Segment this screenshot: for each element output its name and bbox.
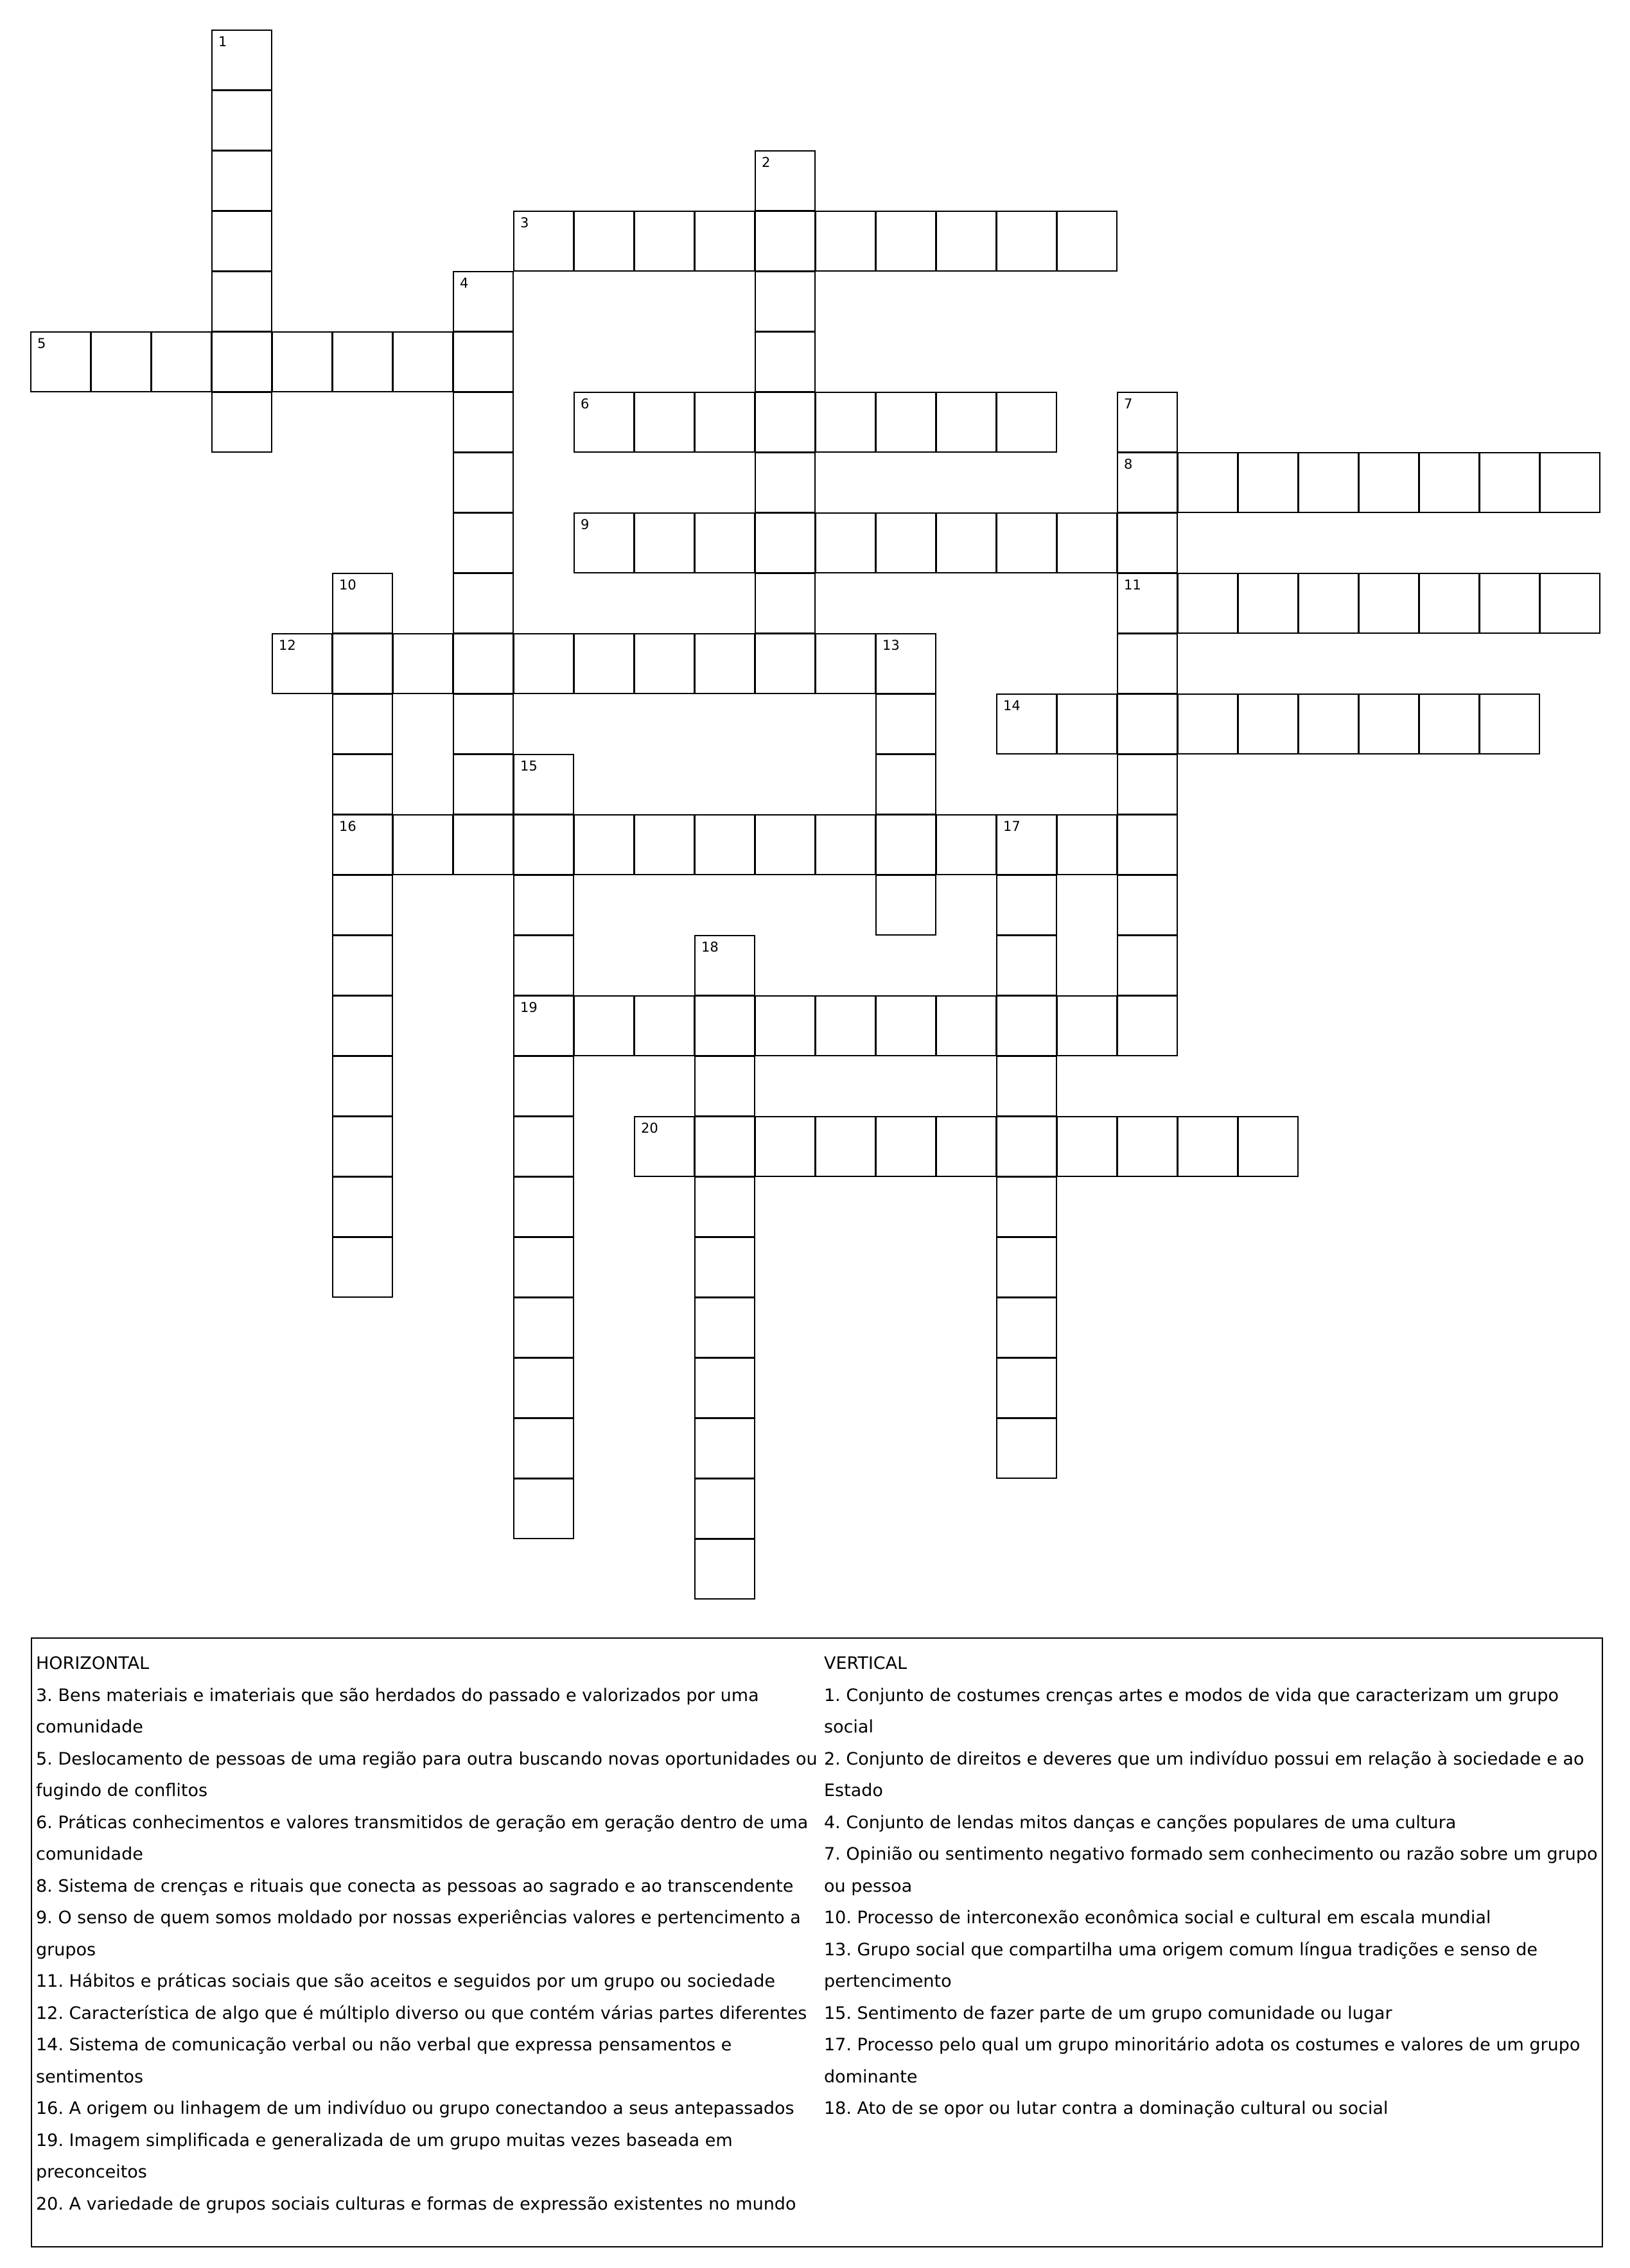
- grid-cell[interactable]: [1117, 512, 1178, 573]
- clue-down-1: 1. Conjunto de costumes crenças artes e modos de vida que caracterizam um grupo social: [824, 1685, 1559, 1737]
- grid-cell[interactable]: [574, 814, 635, 875]
- grid-cell[interactable]: [875, 392, 936, 453]
- grid-cell[interactable]: [1056, 693, 1117, 755]
- grid-cell[interactable]: [1117, 693, 1178, 755]
- grid-cell[interactable]: [815, 1116, 876, 1177]
- grid-cell[interactable]: [513, 1237, 574, 1298]
- grid-cell[interactable]: [453, 392, 514, 453]
- grid-cell[interactable]: [694, 1418, 755, 1479]
- grid-cell[interactable]: [332, 1116, 393, 1177]
- grid-cell[interactable]: [875, 1116, 936, 1177]
- clue-down-13: 13. Grupo social que compartilha uma origem comum língua tradições e senso de pertencimento: [824, 1939, 1538, 1991]
- grid-cell[interactable]: [513, 875, 574, 936]
- clue-across-3: 3. Bens materiais e imateriais que são herdados do passado e valorizados por uma comunidade: [36, 1685, 759, 1737]
- grid-cell[interactable]: [574, 392, 635, 453]
- clue-down-18: 18. Ato de se opor ou lutar contra a dominação cultural ou social: [824, 2098, 1389, 2118]
- clue-across-5: 5. Deslocamento de pessoas de uma região para outra buscando novas oportunidades ou fugindo de conflitos: [36, 1749, 818, 1801]
- grid-cell[interactable]: [996, 1176, 1057, 1237]
- clue-number: 10: [339, 577, 356, 593]
- grid-cell[interactable]: [694, 1539, 755, 1600]
- grid-cell[interactable]: [1358, 573, 1419, 634]
- grid-cell[interactable]: [332, 1237, 393, 1298]
- clue-across-16: 16. A origem ou linhagem de um indivíduo ou grupo conectandoo a seus antepassados: [36, 2098, 794, 2118]
- grid-cell[interactable]: [875, 995, 936, 1056]
- clue-number: 20: [641, 1121, 658, 1136]
- grid-cell[interactable]: [453, 271, 514, 332]
- grid-cell[interactable]: [1419, 452, 1480, 513]
- grid-cell[interactable]: [1539, 573, 1600, 634]
- grid-cell[interactable]: [634, 633, 695, 694]
- grid-cell[interactable]: [1298, 693, 1359, 755]
- grid-cell[interactable]: [694, 935, 755, 996]
- clue-across-11: 11. Hábitos e práticas sociais que são aceitos e seguidos por um grupo ou sociedade: [36, 1971, 775, 1991]
- grid-cell[interactable]: [1117, 452, 1178, 513]
- grid-cell[interactable]: [634, 512, 695, 573]
- grid-cell[interactable]: [211, 271, 272, 332]
- grid-cell[interactable]: [996, 1297, 1057, 1358]
- grid-cell[interactable]: [1117, 573, 1178, 634]
- grid-cell[interactable]: [211, 392, 272, 453]
- grid-cell[interactable]: [574, 633, 635, 694]
- grid-cell[interactable]: [332, 754, 393, 815]
- grid-cell[interactable]: [211, 331, 272, 392]
- grid-cell[interactable]: [1117, 1116, 1178, 1177]
- grid-cell[interactable]: [694, 814, 755, 875]
- grid-cell[interactable]: [1117, 754, 1178, 815]
- clue-number: 2: [762, 155, 771, 170]
- grid-cell[interactable]: [91, 331, 152, 392]
- grid-cell[interactable]: [875, 754, 936, 815]
- grid-cell[interactable]: [332, 331, 393, 392]
- horizontal-clues: [36, 1648, 826, 2220]
- grid-cell[interactable]: [936, 814, 997, 875]
- grid-cell[interactable]: [332, 1176, 393, 1237]
- grid-cell[interactable]: [513, 1357, 574, 1418]
- grid-cell[interactable]: [513, 995, 574, 1056]
- grid-cell[interactable]: [332, 1056, 393, 1117]
- grid-cell[interactable]: [996, 211, 1057, 272]
- grid-cell[interactable]: [453, 754, 514, 815]
- grid-cell[interactable]: [453, 452, 514, 513]
- grid-cell[interactable]: [332, 693, 393, 755]
- grid-cell[interactable]: [694, 512, 755, 573]
- grid-cell[interactable]: [1539, 452, 1600, 513]
- clue-number: 6: [581, 396, 590, 412]
- grid-cell[interactable]: [875, 633, 936, 694]
- grid-cell[interactable]: [875, 512, 936, 573]
- clue-number: 7: [1124, 396, 1133, 412]
- grid-cell[interactable]: [513, 211, 574, 272]
- grid-cell[interactable]: [694, 1056, 755, 1117]
- grid-cell[interactable]: [513, 814, 574, 875]
- clue-across-12: 12. Característica de algo que é múltiplo diverso ou que contém várias partes diferentes: [36, 2003, 807, 2023]
- grid-cell[interactable]: [1056, 1116, 1117, 1177]
- clue-number: 5: [37, 336, 46, 351]
- grid-cell[interactable]: [755, 452, 816, 513]
- grid-cell[interactable]: [392, 633, 453, 694]
- grid-cell[interactable]: [996, 1237, 1057, 1298]
- grid-cell[interactable]: [574, 512, 635, 573]
- grid-cell[interactable]: [1117, 875, 1178, 936]
- grid-cell[interactable]: [996, 392, 1057, 453]
- clue-number: 8: [1124, 457, 1133, 472]
- grid-cell[interactable]: [332, 875, 393, 936]
- grid-cell[interactable]: [1419, 693, 1480, 755]
- grid-cell[interactable]: [151, 331, 212, 392]
- grid-cell[interactable]: [1358, 693, 1419, 755]
- clue-number: 15: [520, 758, 538, 774]
- grid-cell[interactable]: [815, 814, 876, 875]
- clue-number: 9: [581, 517, 590, 532]
- grid-cell[interactable]: [1298, 452, 1359, 513]
- grid-cell[interactable]: [755, 331, 816, 392]
- clue-across-19: 19. Imagem simplificada e generalizada de um grupo muitas vezes baseada em preconceitos: [36, 2130, 733, 2182]
- clue-down-7: 7. Opinião ou sentimento negativo formado sem conhecimento ou razão sobre um grupo ou pessoa: [824, 1844, 1598, 1896]
- clues-box: [31, 1637, 1603, 2247]
- clue-number: 11: [1124, 577, 1141, 593]
- clue-across-20: 20. A variedade de grupos sociais culturas e formas de expressão existentes no mundo: [36, 2194, 796, 2214]
- grid-cell[interactable]: [1238, 452, 1299, 513]
- grid-cell[interactable]: [755, 512, 816, 573]
- grid-cell[interactable]: [815, 392, 876, 453]
- grid-cell[interactable]: [392, 331, 453, 392]
- clue-across-9: 9. O senso de quem somos moldado por nossas experiências valores e pertencimento a grupos: [36, 1908, 801, 1960]
- horizontal-heading: HORIZONTAL: [36, 1653, 150, 1673]
- grid-cell[interactable]: [875, 875, 936, 936]
- grid-cell[interactable]: [1177, 573, 1238, 634]
- grid-cell[interactable]: [1358, 452, 1419, 513]
- grid-cell[interactable]: [996, 995, 1057, 1056]
- clue-down-10: 10. Processo de interconexão econômica social e cultural em escala mundial: [824, 1908, 1491, 1928]
- grid-cell[interactable]: [815, 995, 876, 1056]
- clue-down-17: 17. Processo pelo qual um grupo minoritário adota os costumes e valores de um grupo dominante: [824, 2035, 1581, 2087]
- grid-cell[interactable]: [996, 1357, 1057, 1418]
- grid-cell[interactable]: [755, 633, 816, 694]
- grid-cell[interactable]: [272, 331, 333, 392]
- grid-cell[interactable]: [211, 90, 272, 151]
- grid-cell[interactable]: [1117, 633, 1178, 694]
- clue-number: 19: [520, 1000, 538, 1015]
- grid-cell[interactable]: [1298, 573, 1359, 634]
- vertical-heading: VERTICAL: [824, 1653, 907, 1673]
- grid-cell[interactable]: [1056, 211, 1117, 272]
- grid-cell[interactable]: [574, 995, 635, 1056]
- clue-number: 12: [279, 638, 296, 653]
- grid-cell[interactable]: [332, 633, 393, 694]
- grid-cell[interactable]: [513, 935, 574, 996]
- grid-cell[interactable]: [453, 633, 514, 694]
- grid-cell[interactable]: [513, 1056, 574, 1117]
- clue-number: 17: [1003, 819, 1021, 834]
- grid-cell[interactable]: [1177, 452, 1238, 513]
- grid-cell[interactable]: [1479, 452, 1540, 513]
- grid-cell[interactable]: [694, 211, 755, 272]
- grid-cell[interactable]: [996, 512, 1057, 573]
- grid-cell[interactable]: [996, 693, 1057, 755]
- grid-cell[interactable]: [996, 1116, 1057, 1177]
- grid-cell[interactable]: [936, 995, 997, 1056]
- grid-cell[interactable]: [755, 150, 816, 211]
- grid-cell[interactable]: [996, 935, 1057, 996]
- grid-cell[interactable]: [332, 995, 393, 1056]
- grid-cell[interactable]: [936, 392, 997, 453]
- grid-cell[interactable]: [634, 814, 695, 875]
- grid-cell[interactable]: [1238, 693, 1299, 755]
- grid-cell[interactable]: [1419, 573, 1480, 634]
- clue-number: 4: [460, 275, 469, 291]
- clue-across-6: 6. Práticas conhecimentos e valores transmitidos de geração em geração dentro de uma comunidade: [36, 1812, 809, 1864]
- grid-cell[interactable]: [30, 331, 91, 392]
- grid-cell[interactable]: [211, 211, 272, 272]
- grid-cell[interactable]: [875, 814, 936, 875]
- grid-cell[interactable]: [755, 211, 816, 272]
- grid-cell[interactable]: [513, 633, 574, 694]
- grid-cell[interactable]: [755, 271, 816, 332]
- grid-cell[interactable]: [1117, 392, 1178, 453]
- grid-cell[interactable]: [755, 995, 816, 1056]
- grid-cell[interactable]: [453, 814, 514, 875]
- grid-cell[interactable]: [634, 211, 695, 272]
- grid-cell[interactable]: [996, 875, 1057, 936]
- grid-cell[interactable]: [332, 935, 393, 996]
- grid-cell[interactable]: [694, 392, 755, 453]
- grid-cell[interactable]: [1238, 573, 1299, 634]
- grid-cell[interactable]: [694, 1357, 755, 1418]
- grid-cell[interactable]: [332, 814, 393, 875]
- grid-cell[interactable]: [1117, 814, 1178, 875]
- grid-cell[interactable]: [1238, 1116, 1299, 1177]
- clue-number: 1: [218, 34, 227, 49]
- grid-cell[interactable]: [453, 512, 514, 573]
- grid-cell[interactable]: [513, 1116, 574, 1177]
- grid-cell[interactable]: [694, 1478, 755, 1539]
- grid-cell[interactable]: [453, 331, 514, 392]
- grid-cell[interactable]: [1117, 935, 1178, 996]
- grid-cell[interactable]: [513, 1176, 574, 1237]
- grid-cell[interactable]: [1177, 693, 1238, 755]
- vertical-clues: [824, 1648, 1601, 2125]
- grid-cell[interactable]: [755, 573, 816, 634]
- grid-cell[interactable]: [1479, 693, 1540, 755]
- grid-cell[interactable]: [875, 693, 936, 755]
- grid-cell[interactable]: [453, 693, 514, 755]
- grid-cell[interactable]: [755, 1116, 816, 1177]
- clue-down-15: 15. Sentimento de fazer parte de um grupo comunidade ou lugar: [824, 2003, 1392, 2023]
- grid-cell[interactable]: [1056, 995, 1117, 1056]
- grid-cell[interactable]: [815, 633, 876, 694]
- grid-cell[interactable]: [211, 150, 272, 211]
- clue-number: 18: [701, 939, 719, 955]
- grid-cell[interactable]: [694, 1237, 755, 1298]
- grid-cell[interactable]: [1177, 1116, 1238, 1177]
- grid-cell[interactable]: [513, 1297, 574, 1358]
- clue-across-14: 14. Sistema de comunicação verbal ou não verbal que expressa pensamentos e sentimentos: [36, 2035, 732, 2087]
- grid-cell[interactable]: [694, 1297, 755, 1358]
- grid-cell[interactable]: [936, 1116, 997, 1177]
- clue-number: 3: [520, 215, 529, 231]
- grid-cell[interactable]: [272, 633, 333, 694]
- grid-cell[interactable]: [332, 573, 393, 634]
- grid-cell[interactable]: [936, 211, 997, 272]
- grid-cell[interactable]: [1056, 512, 1117, 573]
- grid-cell[interactable]: [996, 1056, 1057, 1117]
- grid-cell[interactable]: [815, 512, 876, 573]
- grid-cell[interactable]: [513, 1418, 574, 1479]
- grid-cell[interactable]: [1479, 573, 1540, 634]
- clue-down-2: 2. Conjunto de direitos e deveres que um indivíduo possui em relação à sociedade e ao Estado: [824, 1749, 1584, 1801]
- clue-down-4: 4. Conjunto de lendas mitos danças e canções populares de uma cultura: [824, 1812, 1457, 1833]
- grid-cell[interactable]: [574, 211, 635, 272]
- grid-cell[interactable]: [634, 1116, 695, 1177]
- grid-cell[interactable]: [996, 1418, 1057, 1479]
- grid-cell[interactable]: [694, 633, 755, 694]
- grid-cell[interactable]: [513, 754, 574, 815]
- grid-cell[interactable]: [694, 1116, 755, 1177]
- grid-cell[interactable]: [694, 1176, 755, 1237]
- grid-cell[interactable]: [755, 392, 816, 453]
- grid-cell[interactable]: [453, 573, 514, 634]
- grid-cell[interactable]: [996, 814, 1057, 875]
- clue-number: 13: [882, 638, 900, 653]
- clue-across-8: 8. Sistema de crenças e rituais que conecta as pessoas ao sagrado e ao transcendente: [36, 1876, 794, 1896]
- grid-cell[interactable]: [755, 814, 816, 875]
- grid-cell[interactable]: [211, 30, 272, 91]
- grid-cell[interactable]: [634, 392, 695, 453]
- grid-cell[interactable]: [1056, 814, 1117, 875]
- grid-cell[interactable]: [875, 211, 936, 272]
- clue-number: 16: [339, 819, 356, 834]
- grid-cell[interactable]: [392, 814, 453, 875]
- grid-cell[interactable]: [936, 512, 997, 573]
- grid-cell[interactable]: [1117, 995, 1178, 1056]
- grid-cell[interactable]: [694, 995, 755, 1056]
- grid-cell[interactable]: [634, 995, 695, 1056]
- grid-cell[interactable]: [513, 1478, 574, 1539]
- grid-cell[interactable]: [815, 211, 876, 272]
- clue-number: 14: [1003, 698, 1021, 713]
